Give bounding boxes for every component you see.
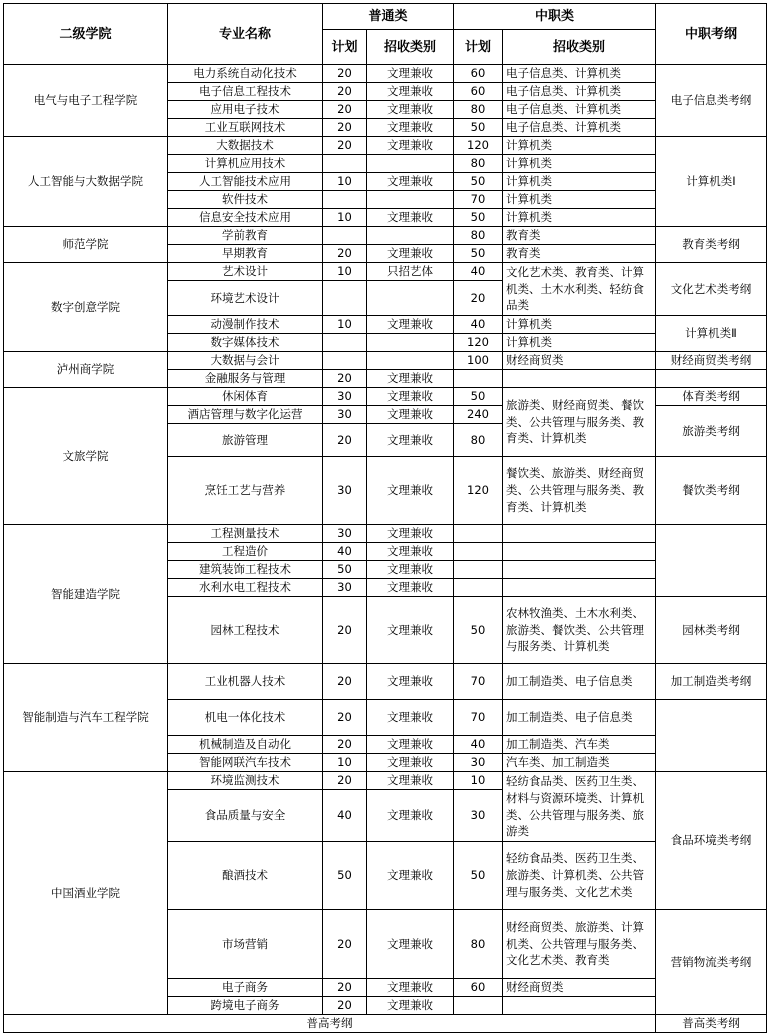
- general-plan-cell: [323, 227, 367, 245]
- general-category-cell: [367, 155, 454, 173]
- vocational-plan-cell: 80: [454, 424, 503, 457]
- vocational-plan-cell: [454, 525, 503, 543]
- general-plan-cell: [323, 352, 367, 370]
- vocational-category-cell: [503, 561, 656, 579]
- general-plan-cell: 20: [323, 772, 367, 790]
- general-category-cell: 文理兼收: [367, 316, 454, 334]
- college-name-cell: 电气与电子工程学院: [4, 65, 168, 137]
- general-plan-cell: 40: [323, 543, 367, 561]
- general-category-cell: 文理兼收: [367, 664, 454, 700]
- vocational-plan-cell: 70: [454, 664, 503, 700]
- header-vocational-outline: 中职考纲: [656, 4, 767, 65]
- general-plan-cell: 20: [323, 65, 367, 83]
- college-name-cell: 文旅学院: [4, 388, 168, 525]
- vocational-plan-cell: 80: [454, 227, 503, 245]
- major-name-cell: 环境艺术设计: [168, 281, 323, 316]
- vocational-outline-cell: 餐饮类考纲: [656, 457, 767, 525]
- header-college: 二级学院: [4, 4, 168, 65]
- header-vocational-plan: 计划: [454, 30, 503, 65]
- general-category-cell: 文理兼收: [367, 457, 454, 525]
- vocational-plan-cell: 10: [454, 772, 503, 790]
- major-name-cell: 电子商务: [168, 979, 323, 997]
- general-plan-cell: 20: [323, 137, 367, 155]
- general-plan-cell: 30: [323, 579, 367, 597]
- general-plan-cell: 10: [323, 263, 367, 281]
- table-body: [4, 4, 767, 1033]
- college-name-cell: 泸州商学院: [4, 352, 168, 388]
- major-name-cell: 动漫制作技术: [168, 316, 323, 334]
- vocational-outline-cell: 体育类考纲: [656, 388, 767, 406]
- vocational-plan-cell: 120: [454, 457, 503, 525]
- vocational-category-cell: 加工制造类、电子信息类: [503, 664, 656, 700]
- general-plan-cell: 20: [323, 700, 367, 736]
- general-category-cell: 文理兼收: [367, 790, 454, 842]
- general-category-cell: 文理兼收: [367, 173, 454, 191]
- vocational-plan-cell: 30: [454, 754, 503, 772]
- vocational-category-cell: [503, 997, 656, 1015]
- vocational-plan-cell: 50: [454, 245, 503, 263]
- major-name-cell: 烹饪工艺与营养: [168, 457, 323, 525]
- general-category-cell: 文理兼收: [367, 388, 454, 406]
- vocational-category-cell: 计算机类: [503, 209, 656, 227]
- general-category-cell: [367, 334, 454, 352]
- vocational-plan-cell: 240: [454, 406, 503, 424]
- college-name-cell: 数字创意学院: [4, 263, 168, 352]
- vocational-category-cell: 加工制造类、汽车类: [503, 736, 656, 754]
- header-general-category: 招收类别: [367, 30, 454, 65]
- vocational-plan-cell: 40: [454, 736, 503, 754]
- general-category-cell: 文理兼收: [367, 579, 454, 597]
- general-plan-cell: 10: [323, 209, 367, 227]
- vocational-category-cell: 农林牧渔类、土木水利类、旅游类、餐饮类、公共管理与服务类、计算机类: [503, 597, 656, 664]
- vocational-outline-cell: 文化艺术类考纲: [656, 263, 767, 316]
- general-category-cell: [367, 281, 454, 316]
- general-category-cell: 文理兼收: [367, 119, 454, 137]
- vocational-category-cell: 财经商贸类、旅游类、计算机类、公共管理与服务类、文化艺术类、教育类: [503, 910, 656, 979]
- general-outline-cell: 普高考纲: [4, 1015, 656, 1033]
- vocational-outline-cell: 计算机类Ⅱ: [656, 316, 767, 352]
- general-category-cell: 只招艺体: [367, 263, 454, 281]
- general-category-cell: 文理兼收: [367, 772, 454, 790]
- general-plan-cell: 50: [323, 842, 367, 910]
- vocational-outline-cell: 加工制造类考纲: [656, 664, 767, 700]
- general-plan-cell: 10: [323, 173, 367, 191]
- vocational-category-cell: 汽车类、加工制造类: [503, 754, 656, 772]
- general-category-cell: 文理兼收: [367, 561, 454, 579]
- general-plan-cell: 10: [323, 316, 367, 334]
- vocational-category-cell: 加工制造类、电子信息类: [503, 700, 656, 736]
- table-row: [4, 772, 767, 790]
- general-category-cell: [367, 191, 454, 209]
- vocational-category-cell: 轻纺食品类、医药卫生类、材料与资源环境类、计算机类、公共管理与服务类、旅游类: [503, 772, 656, 842]
- enrollment-plan-table: [3, 3, 767, 1033]
- major-name-cell: 工业互联网技术: [168, 119, 323, 137]
- major-name-cell: 跨境电子商务: [168, 997, 323, 1015]
- vocational-plan-cell: 120: [454, 137, 503, 155]
- vocational-category-cell: 计算机类: [503, 137, 656, 155]
- general-category-cell: 文理兼收: [367, 424, 454, 457]
- vocational-plan-cell: 60: [454, 65, 503, 83]
- general-plan-cell: 20: [323, 245, 367, 263]
- major-name-cell: 旅游管理: [168, 424, 323, 457]
- vocational-category-cell: 财经商贸类: [503, 352, 656, 370]
- general-plan-cell: 30: [323, 388, 367, 406]
- general-plan-cell: 20: [323, 370, 367, 388]
- vocational-outline-cell: [656, 370, 767, 388]
- vocational-plan-cell: 120: [454, 334, 503, 352]
- vocational-plan-cell: 80: [454, 101, 503, 119]
- vocational-outline-cell: 园林类考纲: [656, 597, 767, 664]
- header-general-plan: 计划: [323, 30, 367, 65]
- vocational-category-cell: 计算机类: [503, 334, 656, 352]
- general-category-cell: 文理兼收: [367, 700, 454, 736]
- major-name-cell: 软件技术: [168, 191, 323, 209]
- vocational-plan-cell: 40: [454, 316, 503, 334]
- major-name-cell: 早期教育: [168, 245, 323, 263]
- general-plan-cell: 20: [323, 83, 367, 101]
- general-plan-cell: [323, 191, 367, 209]
- vocational-plan-cell: 60: [454, 979, 503, 997]
- general-plan-cell: 20: [323, 736, 367, 754]
- table-row: [4, 227, 767, 245]
- general-plan-cell: [323, 155, 367, 173]
- general-plan-cell: [323, 281, 367, 316]
- table-row: [4, 525, 767, 543]
- vocational-plan-cell: 50: [454, 119, 503, 137]
- general-category-cell: 文理兼收: [367, 979, 454, 997]
- general-category-cell: 文理兼收: [367, 101, 454, 119]
- major-name-cell: 机械制造及自动化: [168, 736, 323, 754]
- header-vocational: 中职类: [454, 4, 656, 30]
- major-name-cell: 酒店管理与数字化运营: [168, 406, 323, 424]
- vocational-plan-cell: 70: [454, 191, 503, 209]
- general-plan-cell: 20: [323, 997, 367, 1015]
- general-plan-cell: 30: [323, 525, 367, 543]
- general-category-outline-cell: 普高类考纲: [656, 1015, 767, 1033]
- vocational-category-cell: 电子信息类、计算机类: [503, 65, 656, 83]
- header-general: 普通类: [323, 4, 454, 30]
- general-category-cell: 文理兼收: [367, 245, 454, 263]
- major-name-cell: 市场营销: [168, 910, 323, 979]
- college-name-cell: 师范学院: [4, 227, 168, 263]
- general-category-cell: 文理兼收: [367, 736, 454, 754]
- general-plan-cell: 20: [323, 101, 367, 119]
- vocational-plan-cell: 50: [454, 209, 503, 227]
- vocational-category-cell: 电子信息类、计算机类: [503, 101, 656, 119]
- vocational-category-cell: 餐饮类、旅游类、财经商贸类、公共管理与服务类、教育类、计算机类: [503, 457, 656, 525]
- major-name-cell: 信息安全技术应用: [168, 209, 323, 227]
- major-name-cell: 学前教育: [168, 227, 323, 245]
- general-plan-cell: 30: [323, 457, 367, 525]
- vocational-category-cell: 教育类: [503, 227, 656, 245]
- college-name-cell: 智能建造学院: [4, 525, 168, 664]
- major-name-cell: 智能网联汽车技术: [168, 754, 323, 772]
- vocational-category-cell: 电子信息类、计算机类: [503, 83, 656, 101]
- general-category-cell: 文理兼收: [367, 137, 454, 155]
- vocational-category-cell: 文化艺术类、教育类、计算机类、土木水利类、轻纺食品类: [503, 263, 656, 316]
- major-name-cell: 艺术设计: [168, 263, 323, 281]
- vocational-plan-cell: 50: [454, 173, 503, 191]
- vocational-plan-cell: [454, 997, 503, 1015]
- vocational-plan-cell: [454, 579, 503, 597]
- general-plan-cell: 20: [323, 664, 367, 700]
- vocational-outline-cell: 食品环境类考纲: [656, 772, 767, 910]
- vocational-category-cell: [503, 525, 656, 543]
- major-name-cell: 应用电子技术: [168, 101, 323, 119]
- vocational-plan-cell: 50: [454, 842, 503, 910]
- major-name-cell: 工程造价: [168, 543, 323, 561]
- vocational-category-cell: 计算机类: [503, 316, 656, 334]
- general-category-cell: 文理兼收: [367, 997, 454, 1015]
- major-name-cell: 机电一体化技术: [168, 700, 323, 736]
- table-row: [4, 65, 767, 83]
- major-name-cell: 大数据与会计: [168, 352, 323, 370]
- general-category-cell: [367, 227, 454, 245]
- general-plan-cell: 20: [323, 979, 367, 997]
- vocational-plan-cell: 80: [454, 910, 503, 979]
- major-name-cell: 水利水电工程技术: [168, 579, 323, 597]
- general-category-cell: 文理兼收: [367, 910, 454, 979]
- vocational-category-cell: [503, 543, 656, 561]
- general-category-cell: 文理兼收: [367, 370, 454, 388]
- vocational-category-cell: [503, 370, 656, 388]
- general-category-cell: 文理兼收: [367, 543, 454, 561]
- vocational-category-cell: 轻纺食品类、医药卫生类、旅游类、计算机类、公共管理与服务类、文化艺术类: [503, 842, 656, 910]
- vocational-outline-cell: 教育类考纲: [656, 227, 767, 263]
- vocational-outline-cell: [656, 525, 767, 597]
- college-name-cell: 智能制造与汽车工程学院: [4, 664, 168, 772]
- general-category-cell: 文理兼收: [367, 65, 454, 83]
- header-major: 专业名称: [168, 4, 323, 65]
- vocational-category-cell: 电子信息类、计算机类: [503, 119, 656, 137]
- table-row: [4, 664, 767, 700]
- vocational-plan-cell: 70: [454, 700, 503, 736]
- vocational-outline-cell: 旅游类考纲: [656, 406, 767, 457]
- major-name-cell: 休闲体育: [168, 388, 323, 406]
- vocational-category-cell: [503, 579, 656, 597]
- general-category-cell: 文理兼收: [367, 842, 454, 910]
- general-plan-cell: 20: [323, 119, 367, 137]
- major-name-cell: 电子信息工程技术: [168, 83, 323, 101]
- general-plan-cell: 50: [323, 561, 367, 579]
- vocational-category-cell: 财经商贸类: [503, 979, 656, 997]
- vocational-outline-cell: 电子信息类考纲: [656, 65, 767, 137]
- vocational-outline-cell: 财经商贸类考纲: [656, 352, 767, 370]
- general-category-cell: 文理兼收: [367, 406, 454, 424]
- general-plan-cell: 30: [323, 406, 367, 424]
- header-vocational-category: 招收类别: [503, 30, 656, 65]
- major-name-cell: 环境监测技术: [168, 772, 323, 790]
- vocational-category-cell: 计算机类: [503, 173, 656, 191]
- vocational-category-cell: 计算机类: [503, 191, 656, 209]
- table-row: [4, 263, 767, 281]
- vocational-plan-cell: 100: [454, 352, 503, 370]
- vocational-outline-cell: [656, 700, 767, 772]
- general-category-cell: [367, 352, 454, 370]
- table-row: [4, 388, 767, 406]
- vocational-outline-cell: 计算机类Ⅰ: [656, 137, 767, 227]
- major-name-cell: 人工智能技术应用: [168, 173, 323, 191]
- major-name-cell: 金融服务与管理: [168, 370, 323, 388]
- vocational-plan-cell: 40: [454, 263, 503, 281]
- major-name-cell: 计算机应用技术: [168, 155, 323, 173]
- general-plan-cell: 20: [323, 597, 367, 664]
- vocational-plan-cell: 60: [454, 83, 503, 101]
- major-name-cell: 园林工程技术: [168, 597, 323, 664]
- major-name-cell: 食品质量与安全: [168, 790, 323, 842]
- general-category-cell: 文理兼收: [367, 597, 454, 664]
- major-name-cell: 酿酒技术: [168, 842, 323, 910]
- general-category-cell: 文理兼收: [367, 525, 454, 543]
- vocational-plan-cell: [454, 370, 503, 388]
- vocational-category-cell: 旅游类、财经商贸类、餐饮类、公共管理与服务类、教育类、计算机类: [503, 388, 656, 457]
- vocational-plan-cell: 30: [454, 790, 503, 842]
- major-name-cell: 电力系统自动化技术: [168, 65, 323, 83]
- vocational-plan-cell: [454, 543, 503, 561]
- table-row: [4, 137, 767, 155]
- major-name-cell: 工程测量技术: [168, 525, 323, 543]
- general-plan-cell: 20: [323, 424, 367, 457]
- vocational-plan-cell: [454, 561, 503, 579]
- table-row: [4, 352, 767, 370]
- general-plan-cell: 40: [323, 790, 367, 842]
- general-category-cell: 文理兼收: [367, 754, 454, 772]
- college-name-cell: 中国酒业学院: [4, 772, 168, 1015]
- vocational-plan-cell: 20: [454, 281, 503, 316]
- major-name-cell: 数字媒体技术: [168, 334, 323, 352]
- general-category-cell: 文理兼收: [367, 83, 454, 101]
- vocational-plan-cell: 50: [454, 597, 503, 664]
- major-name-cell: 建筑装饰工程技术: [168, 561, 323, 579]
- vocational-category-cell: 教育类: [503, 245, 656, 263]
- major-name-cell: 大数据技术: [168, 137, 323, 155]
- general-plan-cell: 20: [323, 910, 367, 979]
- vocational-plan-cell: 50: [454, 388, 503, 406]
- vocational-plan-cell: 80: [454, 155, 503, 173]
- vocational-outline-cell: 营销物流类考纲: [656, 910, 767, 1015]
- major-name-cell: 工业机器人技术: [168, 664, 323, 700]
- vocational-category-cell: 计算机类: [503, 155, 656, 173]
- general-category-cell: 文理兼收: [367, 209, 454, 227]
- general-plan-cell: [323, 334, 367, 352]
- college-name-cell: 人工智能与大数据学院: [4, 137, 168, 227]
- general-plan-cell: 10: [323, 754, 367, 772]
